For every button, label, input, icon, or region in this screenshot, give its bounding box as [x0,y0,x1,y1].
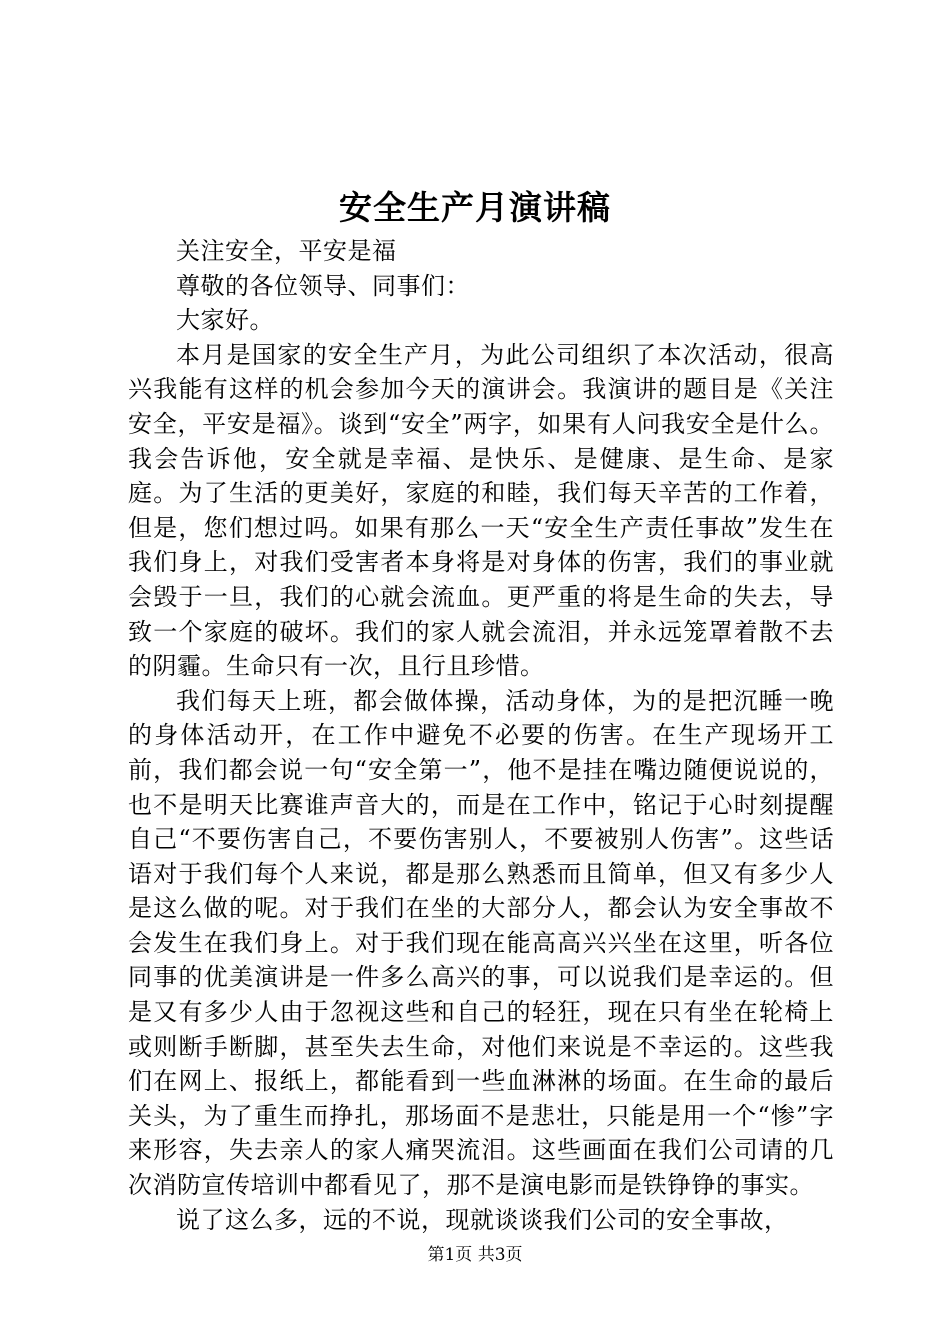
body-paragraph: 说了这么多，远的不说，现就谈谈我们公司的安全事故， [176,1205,789,1234]
document-body [128,234,834,1237]
speech-subtitle: 关注安全，平安是福 [176,237,397,265]
salutation: 尊敬的各位领导、同事们： [176,271,470,300]
page-title: 安全生产月演讲稿 [339,188,611,227]
greeting: 大家好。 [176,306,274,335]
page-footer: 第1页 共3页 [427,1245,523,1265]
body-paragraph: 我们每天上班，都会做体操，活动身体，为的是把沉睡一晚的身体活动开，在工作中避免不必要的伤害。在生产现场开工前，我们都会说一句“安全第一”，他不是挂在嘴边随便说说的，也不是明天比赛谁声音大的，而是在工作中，铭记于心时刻提醒自己“不要伤害自己，不要伤害别人，不要被别人伤害”。这些话语对于我们每个人来说，都是那么熟悉而且简单，但又有多少人是这么做的呢。对于我们在坐的大部分人，都会认为安全事故不会发生在我们身上。对于我们现在能高高兴兴坐在这里，听各位同事的优美演讲是一件多么高兴的事，可以说我们是幸运的。但是又有多少人由于忽视这些和自己的轻狂，现在只有坐在轮椅上或则断手断脚，甚至失去生命，对他们来说是不幸运的。这些我们在网上、报纸上，都能看到一些血淋淋的场面。在生命的最后关头，为了重生而挣扎，那场面不是悲壮，只能是用一个“惨”字来形容，失去亲人的家人痛哭流泪。这些画面在我们公司请的几次消防宣传培训中都看见了，那不是演电影而是铁铮铮的事实。 [128,686,834,1200]
body-paragraph: 本月是国家的安全生产月，为此公司组织了本次活动，很高兴我能有这样的机会参加今天的演讲会。我演讲的题目是《关注安全，平安是福》。谈到“安全”两字，如果有人问我安全是什么。我会告诉他，安全就是幸福、是快乐、是健康、是生命、是家庭。为了生活的更美好，家庭的和睦，我们每天辛苦的工作着，但是，您们想过吗。如果有那么一天“安全生产责任事故”发生在我们身上，对我们受害者本身将是对身体的伤害，我们的事业就会毁于一旦，我们的心就会流血。更严重的将是生命的失去，导致一个家庭的破坏。我们的家人就会流泪，并永远笼罩着散不去的阴霾。生命只有一次，且行且珍惜。 [128,340,834,681]
